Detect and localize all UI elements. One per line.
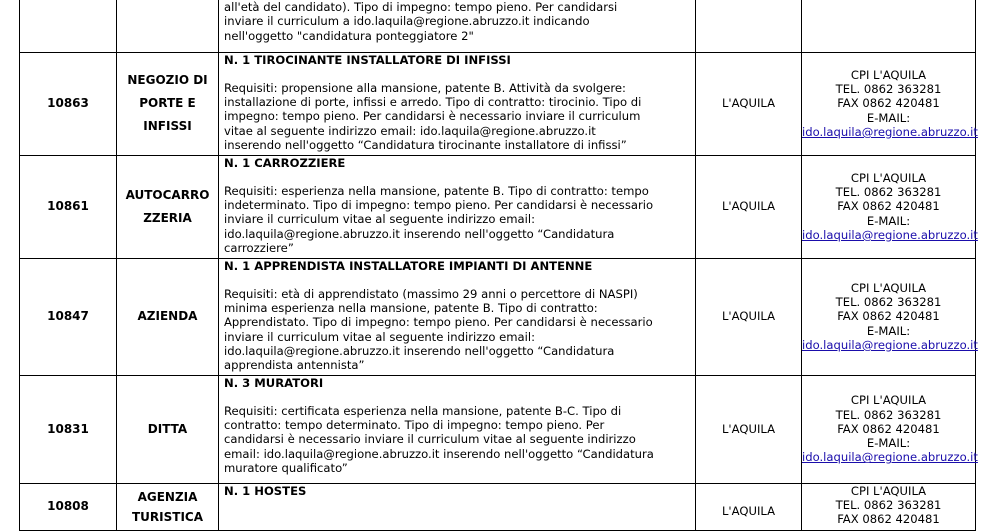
description-line: email: ido.laquila@regione.abruzzo.it inserendo nell'oggetto “Candidatura bbox=[224, 446, 654, 461]
contact-line: TEL. 0862 363281 bbox=[835, 185, 942, 200]
job-code: 10808 bbox=[20, 483, 117, 530]
email-wrapper bbox=[802, 227, 978, 242]
contact-info bbox=[802, 258, 976, 375]
job-description bbox=[219, 483, 696, 530]
continuation-location-cell bbox=[696, 0, 802, 52]
job-code: 10831 bbox=[20, 375, 117, 483]
job-code: 10861 bbox=[20, 155, 117, 258]
job-description bbox=[219, 52, 696, 155]
job-title: N. 1 TIROCINANTE INSTALLATORE DI INFISSI bbox=[224, 52, 511, 67]
description-line: Requisiti: propensione alla mansione, patente B. Attività da svolgere: bbox=[224, 80, 626, 95]
job-row bbox=[20, 483, 976, 530]
continuation-line: inviare il curriculum a ido.laquila@regione.abruzzo.it indicando bbox=[224, 14, 590, 29]
job-location: L'AQUILA bbox=[696, 375, 802, 483]
job-location: L'AQUILA bbox=[696, 52, 802, 155]
email-wrapper bbox=[802, 124, 978, 139]
contact-line: CPI L'AQUILA bbox=[850, 483, 927, 498]
contact-line: CPI L'AQUILA bbox=[850, 393, 927, 408]
contact-line: TEL. 0862 363281 bbox=[835, 295, 942, 310]
description-line: ido.laquila@regione.abruzzo.it inserendo nell'oggetto “Candidatura bbox=[224, 226, 615, 241]
email-link[interactable]: ido.laquila@regione.abruzzo.it bbox=[802, 124, 978, 139]
company-name bbox=[117, 483, 219, 530]
description-line: impegno: tempo pieno. Per candidarsi è necessario inviare il curriculum bbox=[224, 109, 641, 124]
description-line: minima esperienza nella mansione, patente B. Tipo di contratto: bbox=[224, 301, 598, 316]
description-line: ido.laquila@regione.abruzzo.it inserendo nell'oggetto “Candidatura bbox=[224, 343, 615, 358]
contact-info bbox=[802, 155, 976, 258]
description-line: indeterminato. Tipo di impegno: tempo pieno. Per candidarsi è necessario bbox=[224, 198, 654, 213]
contact-line: TEL. 0862 363281 bbox=[835, 497, 942, 512]
job-row bbox=[20, 258, 976, 375]
contact-line: CPI L'AQUILA bbox=[850, 67, 927, 82]
company-name-line: ZZERIA bbox=[143, 210, 192, 225]
job-location: L'AQUILA bbox=[696, 483, 802, 530]
job-code: 10863 bbox=[20, 52, 117, 155]
contact-line: CPI L'AQUILA bbox=[850, 170, 927, 185]
company-name-line: INFISSI bbox=[143, 119, 192, 133]
continuation-contact-cell bbox=[802, 0, 976, 52]
description-line: apprendista antennista” bbox=[224, 358, 365, 373]
job-title: N. 1 CARROZZIERE bbox=[224, 155, 346, 170]
job-description bbox=[219, 258, 696, 375]
description-line: Requisiti: certificata esperienza nella mansione, patente B-C. Tipo di bbox=[224, 403, 622, 418]
contact-line: E-MAIL: bbox=[866, 213, 911, 228]
company-name bbox=[117, 155, 219, 258]
spacer bbox=[224, 67, 691, 81]
description-line: candidarsi è necessario inviare il curriculum vitae al seguente indirizzo bbox=[224, 432, 636, 447]
email-link[interactable]: ido.laquila@regione.abruzzo.it bbox=[802, 337, 978, 352]
description-line: vitae al seguente indirizzo email: ido.laquila@regione.abruzzo.it bbox=[224, 123, 596, 138]
contact-info bbox=[802, 52, 976, 155]
job-row bbox=[20, 375, 976, 483]
contact-line: E-MAIL: bbox=[866, 436, 911, 451]
company-name-line: TURISTICA bbox=[131, 509, 204, 524]
description-line: muratore qualificato” bbox=[224, 460, 348, 475]
job-title: N. 3 MURATORI bbox=[224, 375, 324, 390]
company-name-line: NEGOZIO DI bbox=[127, 73, 208, 87]
continuation-row bbox=[20, 0, 976, 52]
contact-line: E-MAIL: bbox=[866, 110, 911, 125]
company-name bbox=[117, 258, 219, 375]
continuation-line: all'età del candidato). Tipo di impegno: tempo pieno. Per candidarsi bbox=[224, 0, 618, 14]
description-line: Requisiti: età di apprendistato (massimo 29 anni o percettore di NASPI) bbox=[224, 286, 638, 301]
description-line: inviare il curriculum vitae al seguente indirizzo email: bbox=[224, 212, 536, 227]
email-link[interactable]: ido.laquila@regione.abruzzo.it bbox=[802, 227, 978, 242]
contact-line: FAX 0862 420481 bbox=[837, 309, 940, 324]
job-title: N. 1 APPRENDISTA INSTALLATORE IMPIANTI DI ANTENNE bbox=[224, 258, 593, 273]
contact-line: FAX 0862 420481 bbox=[837, 96, 940, 111]
company-name-line: AZIENDA bbox=[137, 309, 198, 323]
continuation-company-cell bbox=[117, 0, 219, 52]
email-link[interactable]: ido.laquila@regione.abruzzo.it bbox=[802, 450, 978, 465]
job-row bbox=[20, 155, 976, 258]
spacer bbox=[224, 390, 691, 404]
company-name bbox=[117, 375, 219, 483]
email-wrapper bbox=[802, 337, 978, 352]
contact-line: CPI L'AQUILA bbox=[850, 280, 927, 295]
company-name-line: AGENZIA bbox=[137, 489, 198, 504]
contact-line: FAX 0862 420481 bbox=[837, 512, 940, 527]
company-name-line: PORTE E bbox=[139, 96, 196, 110]
contact-info bbox=[802, 483, 976, 530]
job-code: 10847 bbox=[20, 258, 117, 375]
description-line: installazione di porte, infissi e arredo. Tipo di contratto: tirocinio. Tipo di bbox=[224, 95, 642, 110]
job-title: N. 1 HOSTES bbox=[224, 483, 307, 498]
description-line: contratto: tempo determinato. Tipo di impegno: tempo pieno. Per bbox=[224, 418, 605, 433]
company-name-line: DITTA bbox=[147, 421, 188, 436]
description-line: Requisiti: esperienza nella mansione, patente B. Tipo di contratto: tempo bbox=[224, 183, 649, 198]
job-listings-table bbox=[19, 0, 976, 531]
job-description bbox=[219, 155, 696, 258]
spacer bbox=[224, 273, 691, 287]
contact-line: TEL. 0862 363281 bbox=[835, 82, 942, 97]
contact-line: TEL. 0862 363281 bbox=[835, 407, 942, 422]
company-name bbox=[117, 52, 219, 155]
company-name-line: AUTOCARRO bbox=[125, 187, 210, 202]
job-location: L'AQUILA bbox=[696, 258, 802, 375]
continuation-code-cell bbox=[20, 0, 117, 52]
contact-line: FAX 0862 420481 bbox=[837, 421, 940, 436]
job-location: L'AQUILA bbox=[696, 155, 802, 258]
contact-line: E-MAIL: bbox=[866, 323, 911, 338]
description-line: inserendo nell'oggetto “Candidatura tirocinante installatore di infissi” bbox=[224, 137, 627, 152]
description-line: carrozziere” bbox=[224, 240, 294, 255]
job-row bbox=[20, 52, 976, 155]
description-line: inviare il curriculum vitae al seguente indirizzo email: bbox=[224, 329, 536, 344]
description-line: Apprendistato. Tipo di impegno: tempo pieno. Per candidarsi è necessario bbox=[224, 315, 653, 330]
continuation-description bbox=[219, 0, 696, 52]
contact-line: FAX 0862 420481 bbox=[837, 199, 940, 214]
contact-info bbox=[802, 375, 976, 483]
job-description bbox=[219, 375, 696, 483]
spacer bbox=[224, 170, 691, 184]
email-wrapper bbox=[802, 450, 978, 465]
continuation-line: nell'oggetto "candidatura ponteggiatore 2" bbox=[224, 28, 474, 43]
